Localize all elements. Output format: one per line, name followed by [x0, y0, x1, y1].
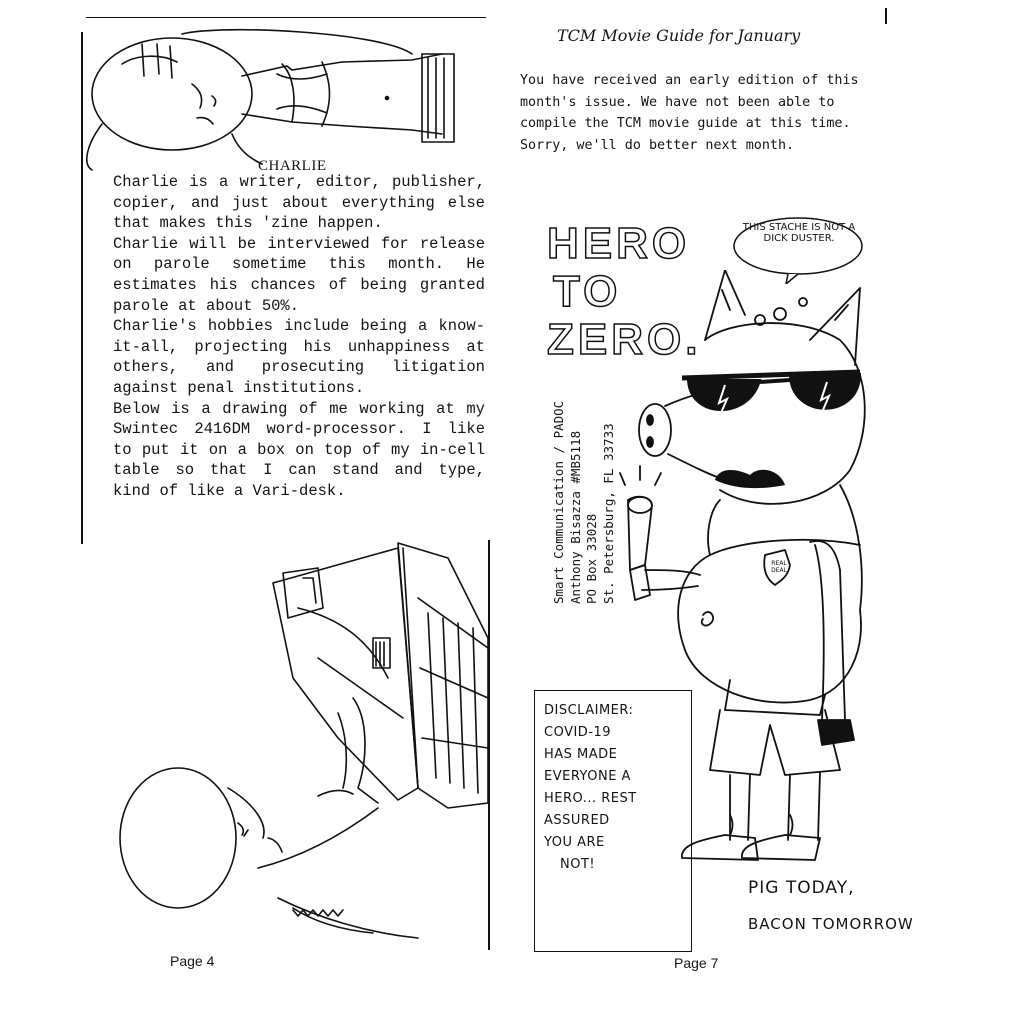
top-right-mark: [885, 8, 887, 24]
movie-guide-title: TCM Movie Guide for January: [557, 26, 801, 45]
address-line: PO Box 33028: [584, 513, 599, 604]
disclaimer-line: NOT!: [560, 857, 596, 872]
disclaimer-line: HERO... REST: [544, 791, 637, 806]
page-number: Page 4: [170, 953, 215, 969]
right-border-line: [488, 540, 490, 950]
shirt-badge-text: REAL DEAL: [771, 560, 787, 574]
bio-paragraph: Charlie's hobbies include being a know-it-all, projecting his unhappiness at others, and prosecuting litigation against penal institutions.: [113, 317, 485, 397]
bio-paragraph: Charlie is a writer, editor, publisher, copier, and just about everything else that makes this 'zine happen.: [113, 173, 485, 233]
charlie-bio-text: [113, 172, 485, 502]
bio-paragraph: Charlie will be interviewed for release on parole sometime this month. He estimates his chances of being granted parole at about 50%.: [113, 234, 485, 315]
word-processor-illustration: [118, 538, 488, 943]
signoff-line: BACON TOMORROW: [748, 915, 914, 933]
signoff-text: [748, 870, 948, 942]
charlie-portrait-illustration: [82, 14, 492, 174]
disclaimer-line: ASSURED: [544, 813, 610, 828]
page-number: Page 7: [674, 955, 719, 971]
title-line: HERO: [547, 219, 691, 268]
movie-guide-notice: You have received an early edition of this month's issue. We have not been able to compile the TCM movie guide at this time. Sorry, we'll do better next month.: [520, 73, 859, 153]
address-line: St. Petersburg, FL 33733: [600, 423, 616, 604]
disclaimer-line: COVID-19: [544, 725, 612, 740]
disclaimer-line: EVERYONE A: [544, 769, 631, 784]
speech-bubble-text: THIS STACHE IS NOT A DICK DUSTER.: [742, 222, 856, 244]
disclaimer-line: HAS MADE: [544, 747, 618, 762]
signoff-line: PIG TODAY,: [748, 878, 855, 898]
disclaimer-text: [544, 700, 674, 876]
address-line: Anthony Bisazza #MB5118: [567, 430, 583, 604]
portrait-caption: CHARLIE: [258, 158, 327, 174]
bio-paragraph: Below is a drawing of me working at my Swintec 2416DM word-processor. I like to put it on a box on top of my in-cell table so that I can stand and type, kind of like a Vari-desk.: [113, 399, 485, 500]
address-line: Smart Communication / PADOC: [551, 400, 566, 604]
title-line: TO: [553, 267, 622, 316]
mailing-address: [551, 401, 617, 604]
disclaimer-line: YOU ARE: [544, 835, 605, 850]
title-line: ZERO.: [547, 315, 702, 364]
disclaimer-line: DISCLAIMER:: [544, 703, 634, 718]
